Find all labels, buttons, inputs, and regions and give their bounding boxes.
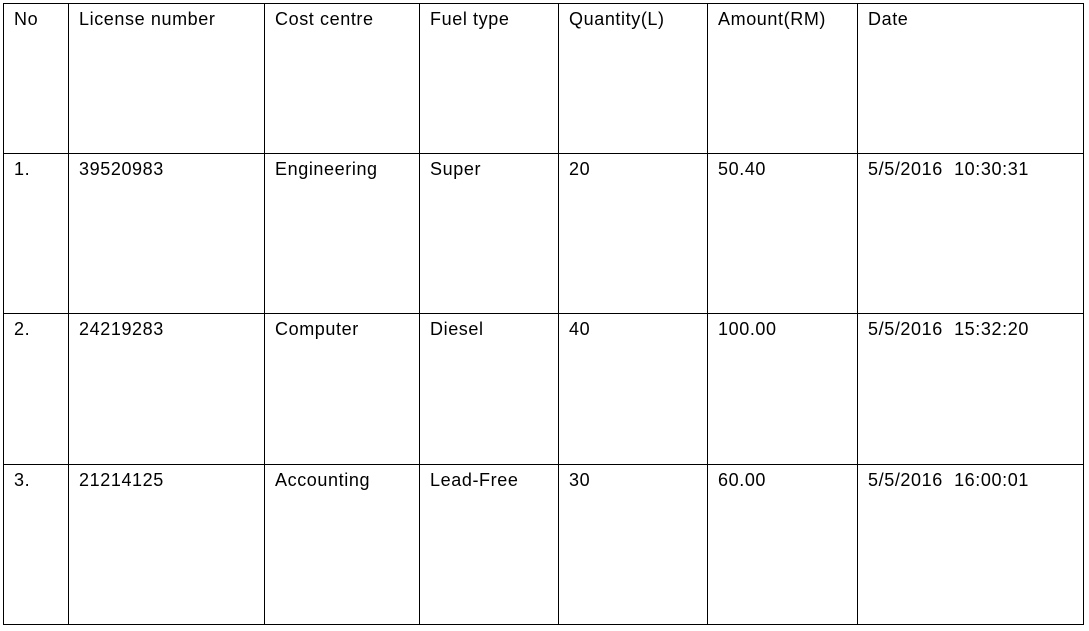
cell-date: 5/5/2016 10:30:31 [858, 154, 1084, 314]
cell-amount: 100.00 [708, 314, 858, 465]
table-row [4, 465, 1084, 625]
header-license-number: License number [69, 4, 265, 154]
cell-license-number: 39520983 [69, 154, 265, 314]
cell-quantity: 20 [559, 154, 708, 314]
cell-amount: 60.00 [708, 465, 858, 625]
table-row [4, 314, 1084, 465]
table-header-row [4, 4, 1084, 154]
cell-cost-centre: Computer [265, 314, 420, 465]
cell-license-number: 21214125 [69, 465, 265, 625]
cell-quantity: 30 [559, 465, 708, 625]
header-quantity: Quantity(L) [559, 4, 708, 154]
cell-no: 3. [4, 465, 69, 625]
cell-license-number: 24219283 [69, 314, 265, 465]
header-date: Date [858, 4, 1084, 154]
cell-date: 5/5/2016 16:00:01 [858, 465, 1084, 625]
cell-no: 2. [4, 314, 69, 465]
table-row [4, 154, 1084, 314]
fuel-transaction-table [3, 3, 1084, 625]
cell-fuel-type: Diesel [420, 314, 559, 465]
header-amount: Amount(RM) [708, 4, 858, 154]
cell-fuel-type: Lead-Free [420, 465, 559, 625]
cell-cost-centre: Accounting [265, 465, 420, 625]
cell-date: 5/5/2016 15:32:20 [858, 314, 1084, 465]
cell-cost-centre: Engineering [265, 154, 420, 314]
cell-fuel-type: Super [420, 154, 559, 314]
cell-amount: 50.40 [708, 154, 858, 314]
header-fuel-type: Fuel type [420, 4, 559, 154]
cell-quantity: 40 [559, 314, 708, 465]
header-no: No [4, 4, 69, 154]
cell-no: 1. [4, 154, 69, 314]
header-cost-centre: Cost centre [265, 4, 420, 154]
